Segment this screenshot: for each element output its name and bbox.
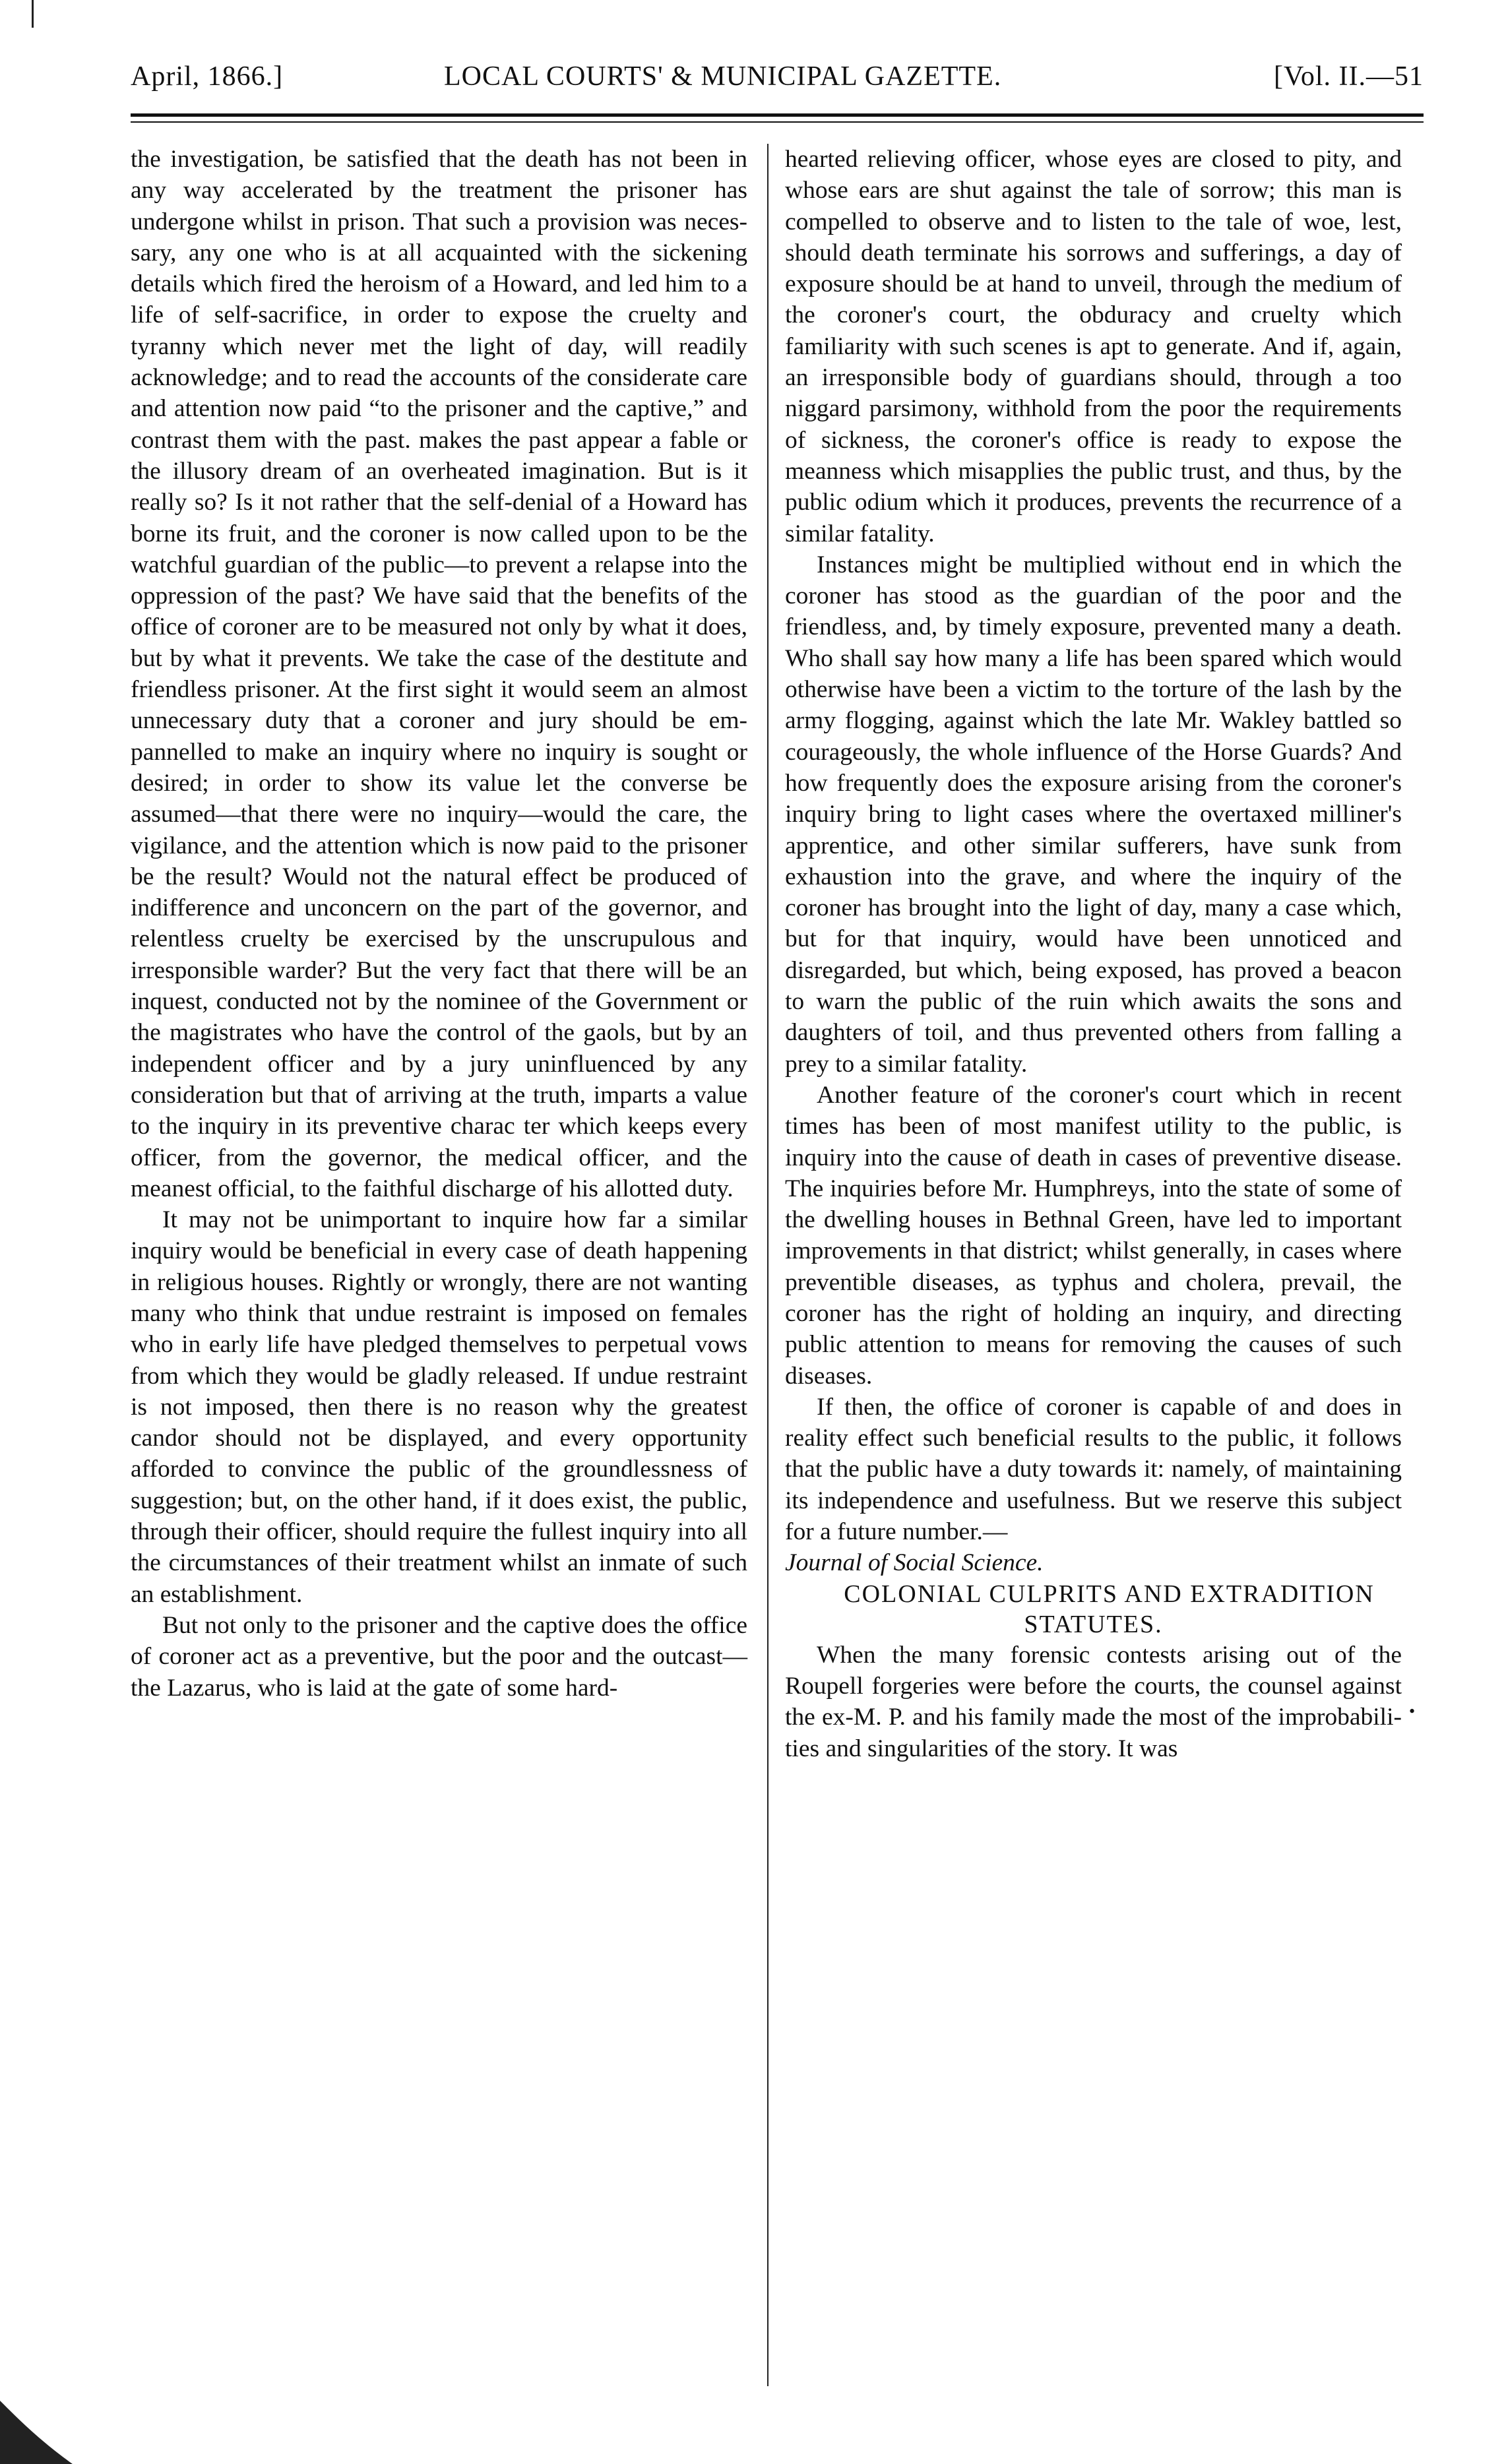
right-column <box>785 144 1402 1764</box>
article-first-paragraph: When the many forensic contests arising out of the Roupell forgeries were before the courts, the counsel against the ex-M. P. and his family made the most of the improbabilities and singularities of the story. It was <box>785 1641 1402 1762</box>
header-volume: [Vol. II.—51 <box>1273 61 1424 92</box>
page-corner-shadow <box>0 2322 73 2464</box>
right-paragraph-2: Instances might be multiplied without end in which the coroner has stood as the guardian of the poor and the friendless, and, by timely exposure, prevented many a death. Who shall say how many a life has been spared which would otherwise have been a victim to the torture of the lash by the army flogging, against which the late Mr. Wakley battled so courageously, the whole influence of the Horse Guards? And how frequently does the exposure arising from the coroner's inquiry bring to light cases where the overtaxed milliner's apprentice, and other similar sufferers, have sunk from exhaustion into the grave, and where the inquiry of the coroner has brought into the light of day, many a case which, but for that inquiry, would have been unnoticed and disregarded, but which, being exposed, has proved a beacon to warn the public of the ruin which awaits the sons and daughters of toil, and thus prevented others from falling a prey to a similar fatality. <box>785 551 1402 1078</box>
left-paragraph-2: It may not be unimportant to inquire how far a similar inquiry would be beneficial in every case of death happening in religious houses. Rightly or wrongly, there are not wanting many who think that undue restraint is imposed on females who in early life have pledged themselves to perpetual vows from which they would be gladly released. If undue restraint is not imposed, then there is no reason why the greatest candor should not be displayed, and every opportunity afforded to convince the public of the groundlessness of suggestion; but, on the other hand, if it does exist, the public, through their officer, should require the fullest inquiry into all the circumstances of their treatment whilst an inmate of such an establishment. <box>131 1206 747 1608</box>
header-rule-thick <box>131 113 1424 117</box>
left-paragraph-3: But not only to the prisoner and the captive does the office of coroner act as a preventive, but the poor and the outcast—the Lazarus, who is laid at the gate of some hard- <box>131 1611 747 1702</box>
header-rule-thin <box>131 121 1424 123</box>
page-header <box>131 61 1424 107</box>
source-citation: Journal of Social Science. <box>785 1549 1044 1577</box>
left-paragraph-1: the investigation, be satisfied that the death has not been in any way accelerated by the treatment the prisoner has undergone whilst in prison. That such a provision was necessary, any one who is at all acquainted with the sickening details which fired the heroism of a Howard, and led him to a life of self-sacrifice, in order to expose the cruelty and tyranny which never met the light of day, will readily acknowledge; and to read the accounts of the considerate care and attention now paid “to the prisoner and the captive,” and contrast them with the past. makes the past appear a fable or the illusory dream of an overheated imagination. But is it really so? Is it not rather that the self-denial of a Howard has borne its fruit, and the coroner is now called upon to be the watchful guardian of the public—to prevent a relapse into the oppression of the past? We have said that the benefits of the office of coroner are to be measured not only by what it does, but by what it prevents. We take the case of the destitute and friendless prisoner. At the first sight it would seem an almost unnecessary duty that a coroner and jury should be empannelled to make an inquiry where no inquiry is sought or desired; in order to show its value let the converse be assumed—that there were no inquiry—would the care, the vigilance, and the attention which is now paid to the prisoner be the result? Would not the natural effect be produced of indifference and unconcern on the part of the governor, and relentless cruelty be exercised by the unscrupulous and irresponsible warder? But the very fact that there will be an inquest, conducted not by the nominee of the Government or the magistrates who have the control of the gaols, but by an independent officer and by a jury uninfluenced by any consideration but that of arriving at the truth, imparts a value to the inquiry in its preventive charac ter which keeps every officer, from the governor, the medical officer, and the meanest official, to the faithful discharge of his allotted duty. <box>131 146 747 1202</box>
margin-mark <box>32 0 34 28</box>
left-column <box>131 144 747 1704</box>
column-divider <box>767 144 769 2386</box>
header-date: April, 1866.] <box>131 61 284 92</box>
margin-dot: • <box>1409 1702 1416 1721</box>
right-paragraph-1: hearted relieving officer, whose eyes are closed to pity, and whose ears are shut against the tale of sorrow; this man is compelled to observe and to listen to the tale of woe, lest, should death terminate his sorrows and sufferings, a day of exposure should be at hand to unveil, through the medium of the coroner's court, the obduracy and cruelty which familiarity with such scenes is apt to generate. And if, again, an irresponsible body of guardians should, through a too niggard parsimony, withhold from the poor the requirements of sickness, the coroner's office is ready to expose the meanness which misapplies the public trust, and thus, by the public odium which it produces, prevents the recurrence of a similar fatality. <box>785 146 1402 547</box>
article-heading: COLONIAL CULPRITS AND EXTRADITION STATUTES. <box>844 1580 1375 1638</box>
header-title: LOCAL COURTS' & MUNICIPAL GAZETTE. <box>444 61 1002 92</box>
right-paragraph-3: Another feature of the coroner's court which in recent times has been of most manifest utility to the public, is inquiry into the cause of death in cases of preventive disease. The inquiries before Mr. Humphreys, into the state of some of the dwelling houses in Bethnal Green, have led to important improvements in that district; whilst generally, in cases where preventible diseases, as typhus and cholera, prevail, the coroner has the right of holding an inquiry, and directing public attention to means for removing the causes of such diseases. <box>785 1081 1402 1390</box>
right-paragraph-4: If then, the office of coroner is capable of and does in reality effect such beneficial results to the public, it follows that the public have a duty towards it: namely, of maintaining its independence and usefulness. But we reserve this subject for a future number.— <box>785 1393 1402 1546</box>
